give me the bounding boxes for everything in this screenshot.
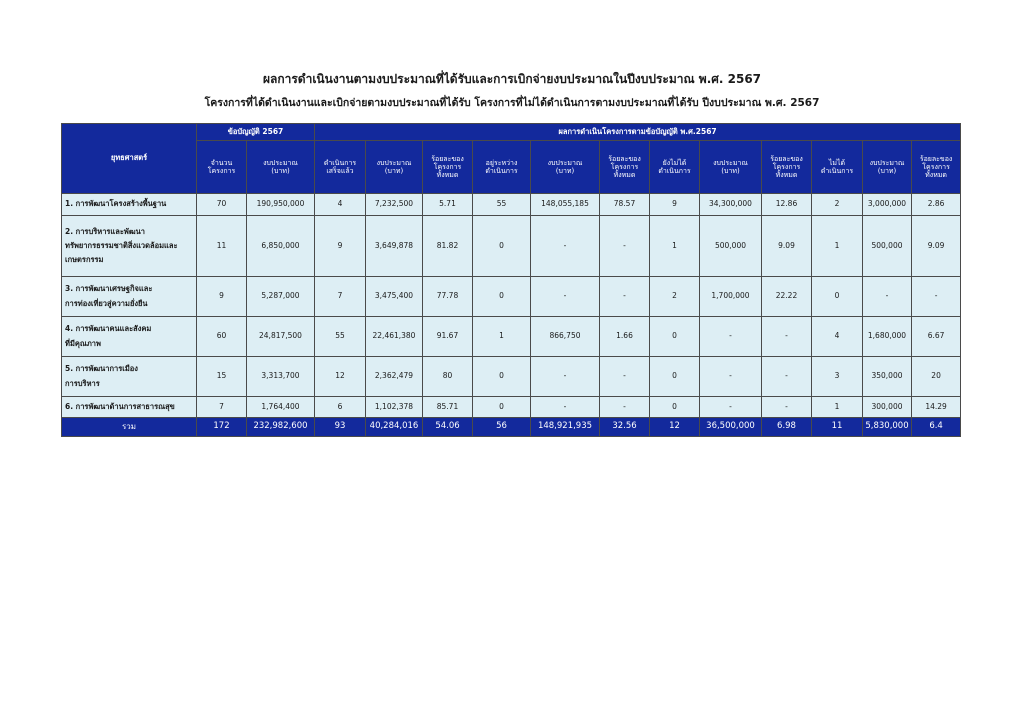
table-cell: 2 — [650, 277, 700, 317]
header-row-columns — [62, 141, 961, 194]
strategy-cell: 1. การพัฒนาโครงสร้างพื้นฐาน — [62, 194, 197, 216]
table-cell: 1 — [812, 216, 863, 277]
table-cell: 81.82 — [423, 216, 473, 277]
table-cell: 70 — [197, 194, 247, 216]
col-header-not-executed-budget: งบประมาณ (บาท) — [863, 141, 912, 194]
table-cell: 6.67 — [912, 317, 961, 357]
col-header-not-executed-percent: ร้อยละของ โครงการ ทั้งหมด — [912, 141, 961, 194]
total-cell: 36,500,000 — [700, 418, 762, 437]
table-cell: 1,680,000 — [863, 317, 912, 357]
table-cell: 78.57 — [600, 194, 650, 216]
table-cell: 0 — [473, 216, 531, 277]
table-cell: 34,300,000 — [700, 194, 762, 216]
table-cell: 3 — [812, 357, 863, 397]
table-cell: 0 — [473, 357, 531, 397]
table-row — [62, 317, 961, 357]
total-cell: 5,830,000 — [863, 418, 912, 437]
table-cell: 9.09 — [762, 216, 812, 277]
table-cell: - — [600, 397, 650, 418]
table-cell: 1,764,400 — [247, 397, 315, 418]
table-cell: 0 — [650, 357, 700, 397]
table-cell: - — [531, 216, 600, 277]
total-cell: 40,284,016 — [366, 418, 423, 437]
table-cell: - — [531, 357, 600, 397]
table-cell: 2.86 — [912, 194, 961, 216]
total-cell: 232,982,600 — [247, 418, 315, 437]
total-cell: 148,921,935 — [531, 418, 600, 437]
header-row-groups — [62, 124, 961, 141]
table-cell: 3,649,878 — [366, 216, 423, 277]
table-cell: 9 — [197, 277, 247, 317]
table-cell: - — [863, 277, 912, 317]
table-cell: - — [762, 397, 812, 418]
total-cell: 6.4 — [912, 418, 961, 437]
table-cell: 80 — [423, 357, 473, 397]
table-cell: - — [600, 216, 650, 277]
table-cell: 7 — [197, 397, 247, 418]
table-cell: - — [700, 397, 762, 418]
col-header-project-count: จำนวน โครงการ — [197, 141, 247, 194]
table-cell: 1 — [650, 216, 700, 277]
table-cell: - — [762, 357, 812, 397]
table-cell: 12 — [315, 357, 366, 397]
col-header-in-progress-budget: งบประมาณ (บาท) — [531, 141, 600, 194]
table-cell: 3,313,700 — [247, 357, 315, 397]
table-row — [62, 357, 961, 397]
table-cell: 15 — [197, 357, 247, 397]
total-label: รวม — [62, 418, 197, 437]
table-cell: - — [700, 317, 762, 357]
table-cell: 60 — [197, 317, 247, 357]
table-row — [62, 216, 961, 277]
table-cell: 0 — [473, 277, 531, 317]
table-cell: 11 — [197, 216, 247, 277]
col-header-completed-percent: ร้อยละของ โครงการ ทั้งหมด — [423, 141, 473, 194]
total-cell: 54.06 — [423, 418, 473, 437]
table-cell: 9.09 — [912, 216, 961, 277]
report-title: ผลการดำเนินงานตามงบประมาณที่ได้รับและการเบิกจ่ายงบประมาณในปีงบประมาณ พ.ศ. 2567 — [262, 72, 762, 86]
col-header-in-progress-percent: ร้อยละของ โครงการ ทั้งหมด — [600, 141, 650, 194]
col-header-not-executed: ไม่ได้ ดำเนินการ — [812, 141, 863, 194]
total-cell: 6.98 — [762, 418, 812, 437]
table-cell: 7 — [315, 277, 366, 317]
table-cell: 55 — [473, 194, 531, 216]
table-cell: 77.78 — [423, 277, 473, 317]
strategy-cell: 5. การพัฒนาการเมือง การบริหาร — [62, 357, 197, 397]
table-cell: 148,055,185 — [531, 194, 600, 216]
table-cell: 9 — [315, 216, 366, 277]
table-cell: 9 — [650, 194, 700, 216]
table-cell: 22,461,380 — [366, 317, 423, 357]
table-cell: 22.22 — [762, 277, 812, 317]
table-cell: 20 — [912, 357, 961, 397]
table-cell: 500,000 — [700, 216, 762, 277]
table-cell: 1 — [473, 317, 531, 357]
col-header-not-started: ยังไม่ได้ ดำเนินการ — [650, 141, 700, 194]
table-cell: 85.71 — [423, 397, 473, 418]
table-cell: 0 — [650, 317, 700, 357]
table-cell: 0 — [650, 397, 700, 418]
table-cell: 500,000 — [863, 216, 912, 277]
table-row — [62, 397, 961, 418]
total-cell: 11 — [812, 418, 863, 437]
header-strategy: ยุทธศาสตร์ — [62, 124, 197, 194]
header-result-group: ผลการดำเนินโครงการตามข้อบัญญัติ พ.ศ.2567 — [315, 124, 961, 141]
table-cell: - — [762, 317, 812, 357]
table-cell: 5,287,000 — [247, 277, 315, 317]
table-cell: 1,102,378 — [366, 397, 423, 418]
table-row — [62, 194, 961, 216]
col-header-not-started-budget: งบประมาณ (บาท) — [700, 141, 762, 194]
total-cell: 56 — [473, 418, 531, 437]
table-cell: 3,000,000 — [863, 194, 912, 216]
strategy-cell: 4. การพัฒนาคนและสังคม ที่มีคุณภาพ — [62, 317, 197, 357]
table-cell: 91.67 — [423, 317, 473, 357]
table-cell: 14.29 — [912, 397, 961, 418]
total-cell: 32.56 — [600, 418, 650, 437]
report-subtitle: โครงการที่ได้ดำเนินงานและเบิกจ่ายตามงบประมาณที่ได้รับ โครงการที่ไม่ได้ดำเนินการตามงบประมาณที่ได้รับ ปีงบประมาณ พ.ศ. 2567 — [204, 97, 820, 109]
table-cell: 12.86 — [762, 194, 812, 216]
table-cell: 1.66 — [600, 317, 650, 357]
table-cell: 350,000 — [863, 357, 912, 397]
table-cell: 4 — [315, 194, 366, 216]
table-cell: - — [700, 357, 762, 397]
table-cell: 5.71 — [423, 194, 473, 216]
strategy-cell: 2. การบริหารและพัฒนา ทรัพยากรธรรมชาติสิ่งแวดล้อมและ เกษตรกรรม — [62, 216, 197, 277]
total-cell: 93 — [315, 418, 366, 437]
table-cell: - — [600, 277, 650, 317]
table-cell: - — [531, 397, 600, 418]
table-cell: 0 — [812, 277, 863, 317]
table-cell: 866,750 — [531, 317, 600, 357]
results-table — [61, 123, 961, 437]
table-cell: - — [531, 277, 600, 317]
table-cell: 6 — [315, 397, 366, 418]
table-cell: - — [600, 357, 650, 397]
table-cell: 4 — [812, 317, 863, 357]
col-header-not-started-percent: ร้อยละของ โครงการ ทั้งหมด — [762, 141, 812, 194]
table-cell: 7,232,500 — [366, 194, 423, 216]
table-cell: 2 — [812, 194, 863, 216]
table-cell: 190,950,000 — [247, 194, 315, 216]
table-cell: 6,850,000 — [247, 216, 315, 277]
strategy-cell: 6. การพัฒนาด้านการสาธารณสุข — [62, 397, 197, 418]
total-cell: 172 — [197, 418, 247, 437]
table-cell: 55 — [315, 317, 366, 357]
col-header-in-progress: อยู่ระหว่าง ดำเนินการ — [473, 141, 531, 194]
total-row — [62, 418, 961, 437]
header-budget-group: ข้อบัญญัติ 2567 — [197, 124, 315, 141]
strategy-cell: 3. การพัฒนาเศรษฐกิจและ การท่องเที่ยวสู่ความยั่งยืน — [62, 277, 197, 317]
table-cell: 24,817,500 — [247, 317, 315, 357]
table-cell: 1 — [812, 397, 863, 418]
table-cell: 2,362,479 — [366, 357, 423, 397]
table-cell: - — [912, 277, 961, 317]
table-cell: 1,700,000 — [700, 277, 762, 317]
total-cell: 12 — [650, 418, 700, 437]
table-row — [62, 277, 961, 317]
table-cell: 3,475,400 — [366, 277, 423, 317]
col-header-completed: ดำเนินการ เสร็จแล้ว — [315, 141, 366, 194]
table-cell: 300,000 — [863, 397, 912, 418]
col-header-completed-budget: งบประมาณ (บาท) — [366, 141, 423, 194]
col-header-budget: งบประมาณ (บาท) — [247, 141, 315, 194]
table-cell: 0 — [473, 397, 531, 418]
